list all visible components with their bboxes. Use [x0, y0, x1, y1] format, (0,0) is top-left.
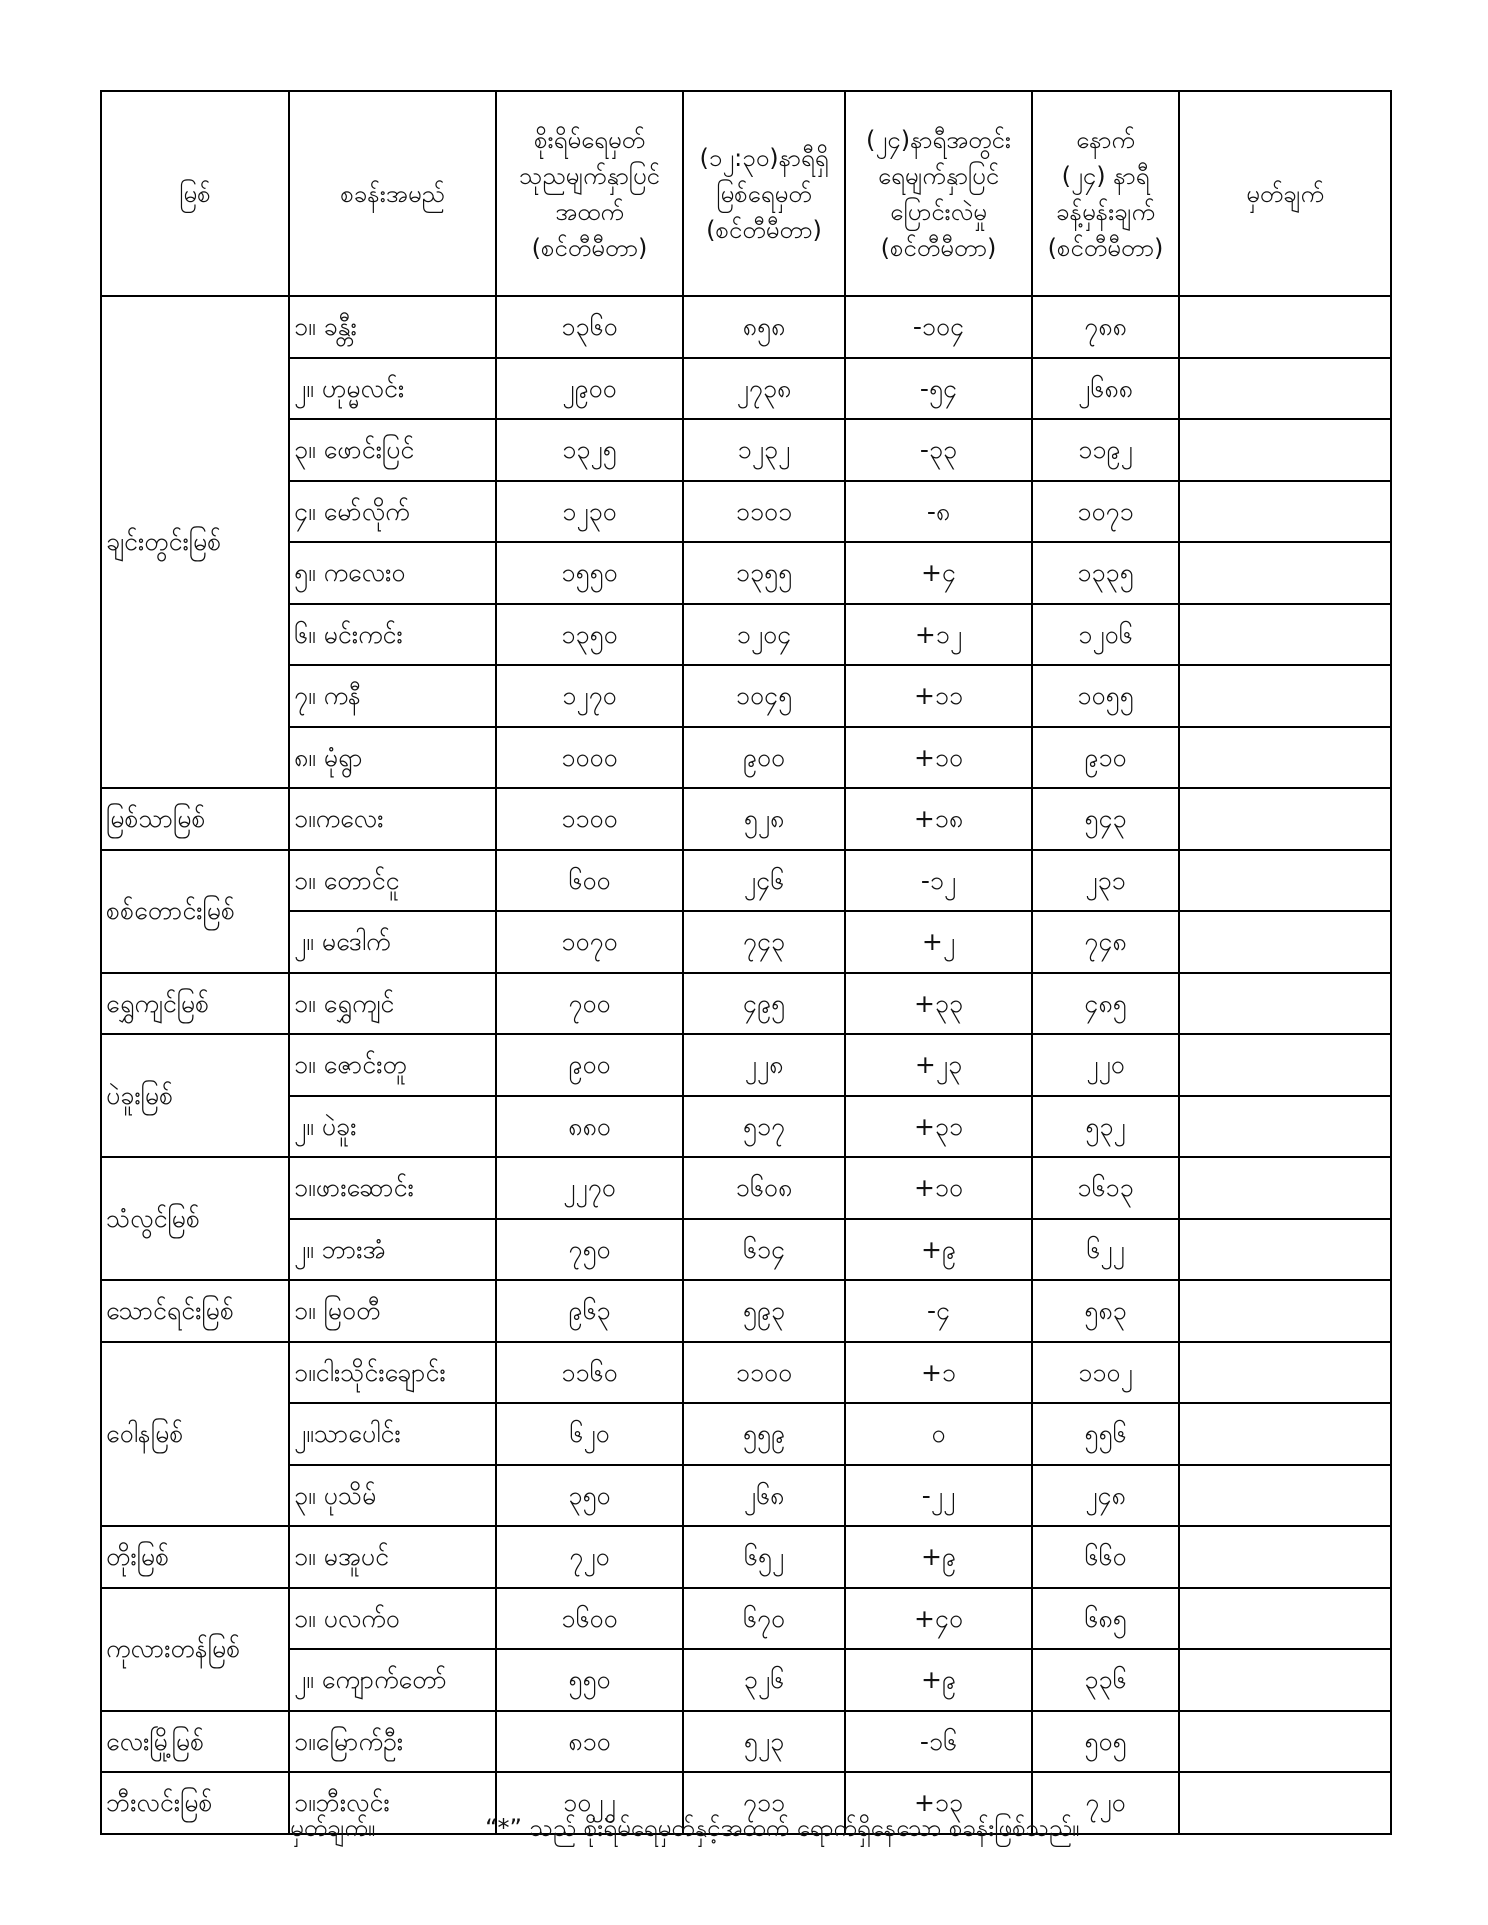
danger-level-cell: ၁၂၇၀: [496, 665, 683, 727]
change-cell: -၁၀၄: [845, 296, 1032, 358]
remarks-cell: [1179, 419, 1391, 481]
header-current-level: [683, 91, 845, 296]
current-level-cell: ၁၂၀၄: [683, 604, 845, 666]
remarks-cell: [1179, 542, 1391, 604]
danger-level-cell: ၂၉၀၀: [496, 358, 683, 420]
change-cell: +၄၀: [845, 1588, 1032, 1650]
change-cell: +၃၁: [845, 1096, 1032, 1158]
current-level-cell: ၂၇၃၈: [683, 358, 845, 420]
header-danger-line: စိုးရိမ်ရေမှတ်: [534, 125, 645, 154]
table-row: [101, 481, 1391, 543]
current-level-cell: ၆၇၀: [683, 1588, 845, 1650]
remarks-cell: [1179, 1465, 1391, 1527]
station-name: ၁။ကလေး: [289, 788, 496, 850]
footnote-text: “*” သည် စိုးရိမ်ရေမှတ်နှင့်အထက် ရောက်ရှိနေသော စခန်းဖြစ်သည်။: [485, 1814, 1080, 1842]
danger-level-cell: ၈၈၀: [496, 1096, 683, 1158]
header-level-line: (၁၂:၃၀)နာရီရှိ: [699, 143, 829, 172]
table-row: [101, 604, 1391, 666]
station-name: ၁။ တောင်ငူ: [289, 850, 496, 912]
table-row: [101, 1526, 1391, 1588]
danger-level-cell: ၁၁၆၀: [496, 1342, 683, 1404]
change-cell: +၁၁: [845, 665, 1032, 727]
current-level-cell: ၆၁၄: [683, 1219, 845, 1281]
river-name: စစ်တောင်းမြစ်: [101, 850, 289, 973]
table-row: [101, 1711, 1391, 1773]
remarks-cell: [1179, 1649, 1391, 1711]
remarks-cell: [1179, 788, 1391, 850]
current-level-cell: ၆၅၂: [683, 1526, 845, 1588]
station-name: ၁။ ခန္တီး: [289, 296, 496, 358]
change-cell: -၄: [845, 1280, 1032, 1342]
remarks-cell: [1179, 1157, 1391, 1219]
header-level-line: မြစ်ရေမှတ်: [716, 179, 812, 208]
remarks-cell: [1179, 665, 1391, 727]
change-cell: +၉: [845, 1526, 1032, 1588]
current-level-cell: ၇၄၃: [683, 911, 845, 973]
forecast-cell: ၆၂၂: [1032, 1219, 1179, 1281]
current-level-cell: ၄၉၅: [683, 973, 845, 1035]
forecast-cell: ၂၃၁: [1032, 850, 1179, 912]
current-level-cell: ၁၃၅၅: [683, 542, 845, 604]
change-cell: +၃၃: [845, 973, 1032, 1035]
forecast-cell: ၁၁၀၂: [1032, 1342, 1179, 1404]
station-name: ၄။ မော်လိုက်: [289, 481, 496, 543]
remarks-cell: [1179, 296, 1391, 358]
change-cell: -၁၆: [845, 1711, 1032, 1773]
current-level-cell: ၉၀၀: [683, 727, 845, 789]
remarks-cell: [1179, 604, 1391, 666]
remarks-cell: [1179, 973, 1391, 1035]
river-name: ဘီးလင်းမြစ်: [101, 1772, 289, 1834]
remarks-cell: [1179, 911, 1391, 973]
station-name: ၁။ဘီးလင်း: [289, 1772, 496, 1834]
danger-level-cell: ၅၅၀: [496, 1649, 683, 1711]
station-name: ၁။ ပလက်ဝ: [289, 1588, 496, 1650]
danger-level-cell: ၁၆၀၀: [496, 1588, 683, 1650]
station-name: ၁။ ရွှေကျင်: [289, 973, 496, 1035]
table-row: [101, 358, 1391, 420]
station-name: ၂။ မဒေါက်: [289, 911, 496, 973]
table-row: [101, 911, 1391, 973]
change-cell: -၅၄: [845, 358, 1032, 420]
danger-level-cell: ၆၀၀: [496, 850, 683, 912]
current-level-cell: ၂၆၈: [683, 1465, 845, 1527]
forecast-cell: ၁၆၁၃: [1032, 1157, 1179, 1219]
station-name: ၃။ ပုသိမ်: [289, 1465, 496, 1527]
remarks-cell: [1179, 1219, 1391, 1281]
current-level-cell: ၃၂၆: [683, 1649, 845, 1711]
change-cell: +၁၀: [845, 1157, 1032, 1219]
station-name: ၆။ မင်းကင်း: [289, 604, 496, 666]
table-row: [101, 1096, 1391, 1158]
current-level-cell: ၂၄၆: [683, 850, 845, 912]
forecast-cell: ၁၀၇၁: [1032, 481, 1179, 543]
change-cell: -၁၂: [845, 850, 1032, 912]
river-name: တိုးမြစ်: [101, 1526, 289, 1588]
station-name: ၂။သာပေါင်း: [289, 1403, 496, 1465]
change-cell: +၁၂: [845, 604, 1032, 666]
header-forecast-line: နောက်: [1076, 125, 1135, 154]
table-row: [101, 1342, 1391, 1404]
change-cell: +၂: [845, 911, 1032, 973]
station-name: ၁။ငါးသိုင်းချောင်း: [289, 1342, 496, 1404]
station-name: ၁။ ဇောင်းတူ: [289, 1034, 496, 1096]
remarks-cell: [1179, 1280, 1391, 1342]
danger-level-cell: ၉၀၀: [496, 1034, 683, 1096]
header-change-line: (၂၄)နာရီအတွင်း: [866, 125, 1011, 154]
danger-level-cell: ၂၂၇၀: [496, 1157, 683, 1219]
station-name: ၅။ ကလေးဝ: [289, 542, 496, 604]
footnote-label: မှတ်ချက်။: [290, 1814, 376, 1842]
table-row: [101, 973, 1391, 1035]
remarks-cell: [1179, 727, 1391, 789]
current-level-cell: ၅၂၃: [683, 1711, 845, 1773]
table-row: [101, 419, 1391, 481]
forecast-cell: ၅၀၅: [1032, 1711, 1179, 1773]
table-body: [101, 296, 1391, 1834]
station-name: ၂။ ကျောက်တော်: [289, 1649, 496, 1711]
forecast-cell: ၇၈၈: [1032, 296, 1179, 358]
remarks-cell: [1179, 1342, 1391, 1404]
danger-level-cell: ၁၀၀၀: [496, 727, 683, 789]
forecast-cell: ၁၀၅၅: [1032, 665, 1179, 727]
table-row: [101, 1280, 1391, 1342]
station-name: ၂။ ဟုမ္မလင်း: [289, 358, 496, 420]
header-forecast-line: ခန့်မှန်းချက်: [1056, 197, 1155, 226]
station-name: ၁။ မြဝတီ: [289, 1280, 496, 1342]
forecast-cell: ၇၂၀: [1032, 1772, 1179, 1834]
station-name: ၁။ဖားဆောင်း: [289, 1157, 496, 1219]
current-level-cell: ၅၁၇: [683, 1096, 845, 1158]
remarks-cell: [1179, 1403, 1391, 1465]
remarks-cell: [1179, 1096, 1391, 1158]
danger-level-cell: ၉၆၃: [496, 1280, 683, 1342]
header-forecast: [1032, 91, 1179, 296]
change-cell: +၁၃: [845, 1772, 1032, 1834]
current-level-cell: ၁၂၃၂: [683, 419, 845, 481]
current-level-cell: ၂၂၈: [683, 1034, 845, 1096]
change-cell: +၉: [845, 1649, 1032, 1711]
header-river: မြစ်: [101, 91, 289, 296]
remarks-cell: [1179, 1588, 1391, 1650]
danger-level-cell: ၁၁၀၀: [496, 788, 683, 850]
change-cell: +၉: [845, 1219, 1032, 1281]
header-danger-level: [496, 91, 683, 296]
forecast-cell: ၁၁၉၂: [1032, 419, 1179, 481]
forecast-cell: ၁၃၃၅: [1032, 542, 1179, 604]
forecast-cell: ၅၃၂: [1032, 1096, 1179, 1158]
change-cell: +၄: [845, 542, 1032, 604]
danger-level-cell: ၃၅၀: [496, 1465, 683, 1527]
remarks-cell: [1179, 1772, 1391, 1834]
remarks-cell: [1179, 358, 1391, 420]
forecast-cell: ၉၁၀: [1032, 727, 1179, 789]
station-name: ၂။ ဘားအံ: [289, 1219, 496, 1281]
forecast-cell: ၅၄၃: [1032, 788, 1179, 850]
table-row: [101, 1588, 1391, 1650]
table-row: [101, 1465, 1391, 1527]
danger-level-cell: ၈၁၀: [496, 1711, 683, 1773]
remarks-cell: [1179, 850, 1391, 912]
header-danger-line: သုညမျက်နှာပြင်: [519, 161, 660, 190]
forecast-cell: ၄၈၅: [1032, 973, 1179, 1035]
current-level-cell: ၇၁၁: [683, 1772, 845, 1834]
forecast-cell: ၅၅၆: [1032, 1403, 1179, 1465]
change-cell: -၂၂: [845, 1465, 1032, 1527]
table-row: [101, 296, 1391, 358]
change-cell: +၂၃: [845, 1034, 1032, 1096]
danger-level-cell: ၁၂၃၀: [496, 481, 683, 543]
header-danger-line: (စင်တီမီတာ): [531, 233, 648, 262]
danger-level-cell: ၆၂၀: [496, 1403, 683, 1465]
station-name: ၈။ မုံရွာ: [289, 727, 496, 789]
table-row: [101, 1403, 1391, 1465]
table-row: [101, 727, 1391, 789]
current-level-cell: ၈၅၈: [683, 296, 845, 358]
table-row: [101, 1034, 1391, 1096]
forecast-cell: ၂၂၀: [1032, 1034, 1179, 1096]
danger-level-cell: ၁၀၂၂: [496, 1772, 683, 1834]
station-name: ၁။ မအူပင်: [289, 1526, 496, 1588]
danger-level-cell: ၁၃၂၅: [496, 419, 683, 481]
table-row: [101, 850, 1391, 912]
remarks-cell: [1179, 1034, 1391, 1096]
table-row: [101, 665, 1391, 727]
river-name: သံလွင်မြစ်: [101, 1157, 289, 1280]
danger-level-cell: ၇၂၀: [496, 1526, 683, 1588]
forecast-cell: ၂၄၈: [1032, 1465, 1179, 1527]
river-name: ဝေါနမြစ်: [101, 1342, 289, 1527]
header-change-line: ပြောင်းလဲမှု: [890, 197, 987, 226]
station-name: ၁။မြောက်ဦး: [289, 1711, 496, 1773]
table-row: [101, 542, 1391, 604]
header-danger-line: အထက်: [555, 197, 624, 226]
river-name: သောင်ရင်းမြစ်: [101, 1280, 289, 1342]
river-name: ပဲခူးမြစ်: [101, 1034, 289, 1157]
forecast-cell: ၆၆၀: [1032, 1526, 1179, 1588]
header-change-24h: [845, 91, 1032, 296]
current-level-cell: ၁၁၀၁: [683, 481, 845, 543]
danger-level-cell: ၁၃၆၀: [496, 296, 683, 358]
station-name: ၇။ ကနီ: [289, 665, 496, 727]
current-level-cell: ၅၅၉: [683, 1403, 845, 1465]
remarks-cell: [1179, 1526, 1391, 1588]
river-name: ချင်းတွင်းမြစ်: [101, 296, 289, 788]
header-forecast-line: (စင်တီမီတာ): [1047, 233, 1164, 262]
remarks-cell: [1179, 481, 1391, 543]
danger-level-cell: ၁၀၇၀: [496, 911, 683, 973]
current-level-cell: ၁၆၀၈: [683, 1157, 845, 1219]
danger-level-cell: ၁၅၅၀: [496, 542, 683, 604]
danger-level-cell: ၁၃၅၀: [496, 604, 683, 666]
change-cell: -၈: [845, 481, 1032, 543]
current-level-cell: ၁၀၄၅: [683, 665, 845, 727]
forecast-cell: ၃၃၆: [1032, 1649, 1179, 1711]
river-name: လေးမြို့မြစ်: [101, 1711, 289, 1773]
forecast-cell: ၆၈၅: [1032, 1588, 1179, 1650]
table-row: [101, 1219, 1391, 1281]
header-station: စခန်းအမည်: [289, 91, 496, 296]
header-level-line: (စင်တီမီတာ): [706, 215, 822, 244]
remarks-cell: [1179, 1711, 1391, 1773]
station-name: ၃။ ဖောင်းပြင်: [289, 419, 496, 481]
header-change-line: ရေမျက်နှာပြင်: [877, 161, 1000, 190]
change-cell: ၀: [845, 1403, 1032, 1465]
change-cell: -၃၃: [845, 419, 1032, 481]
footnote: [290, 1812, 1079, 1848]
header-remarks: မှတ်ချက်: [1179, 91, 1391, 296]
river-name: ရွှေကျင်မြစ်: [101, 973, 289, 1035]
river-name: မြစ်သာမြစ်: [101, 788, 289, 850]
river-level-table: [100, 90, 1392, 1835]
danger-level-cell: ၇၅၀: [496, 1219, 683, 1281]
current-level-cell: ၅၂၈: [683, 788, 845, 850]
header-forecast-line: (၂၄) နာရီ: [1061, 161, 1150, 190]
station-name: ၂။ ပဲခူး: [289, 1096, 496, 1158]
danger-level-cell: ၇၀၀: [496, 973, 683, 1035]
forecast-cell: ၂၆၈၈: [1032, 358, 1179, 420]
river-name: ကုလားတန်မြစ်: [101, 1588, 289, 1711]
forecast-cell: ၁၂၀၆: [1032, 604, 1179, 666]
change-cell: +၁: [845, 1342, 1032, 1404]
header-change-line: (စင်တီမီတာ): [880, 233, 997, 262]
table-row: [101, 1649, 1391, 1711]
header-row: [101, 91, 1391, 296]
forecast-cell: ၅၈၃: [1032, 1280, 1179, 1342]
change-cell: +၁၀: [845, 727, 1032, 789]
table-row: [101, 1157, 1391, 1219]
forecast-cell: ၇၄၈: [1032, 911, 1179, 973]
table-row: [101, 788, 1391, 850]
current-level-cell: ၁၁၀၀: [683, 1342, 845, 1404]
current-level-cell: ၅၉၃: [683, 1280, 845, 1342]
change-cell: +၁၈: [845, 788, 1032, 850]
